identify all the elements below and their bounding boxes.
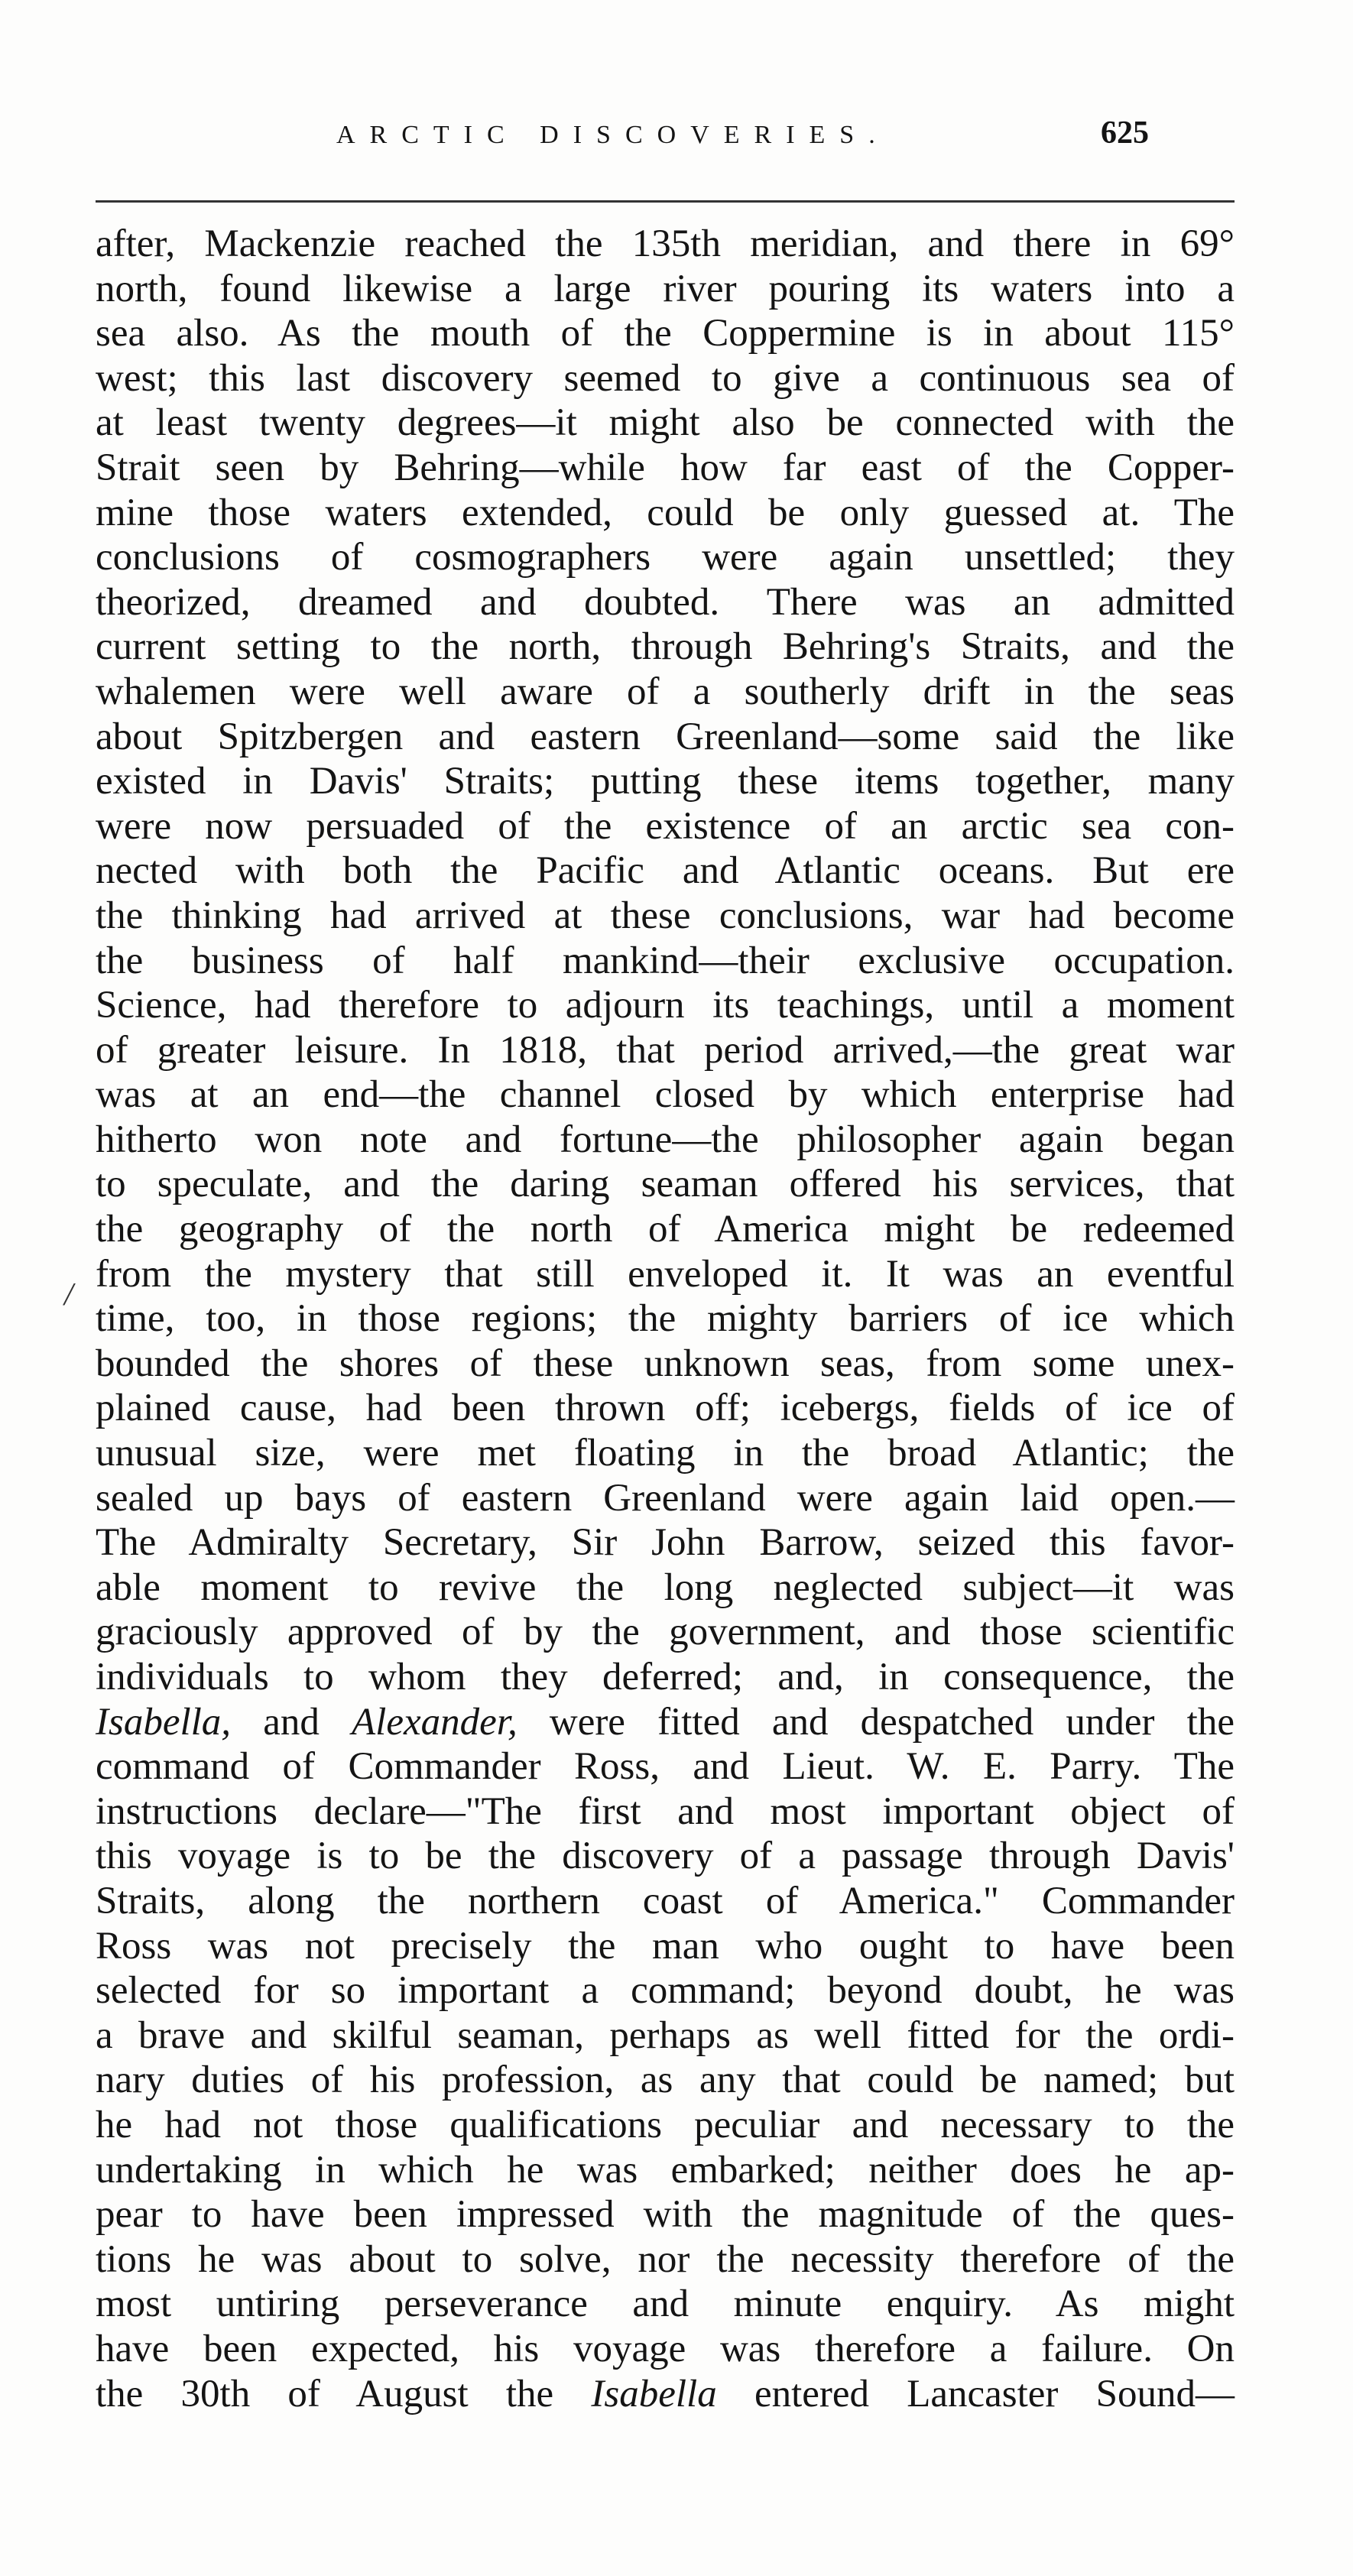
text-line: individuals to whom they deferred; and, in consequence, the <box>96 1656 1235 1698</box>
page-number: 625 <box>1101 115 1149 151</box>
text-line: instructions declare—"The first and most important object of <box>96 1789 1235 1833</box>
text-line: able moment to revive the long neglected subject—it was <box>96 1565 1235 1609</box>
text-line: he had not those qualifications peculiar and necessary to the <box>96 2103 1235 2146</box>
text-line: bounded the shores of these unknown seas, from some unex- <box>96 1342 1235 1385</box>
text-line: north, found likewise a large river pouring its waters into a <box>96 267 1235 310</box>
text-line: Straits, along the northern coast of America." Commander <box>96 1879 1235 1922</box>
text-line: plained cause, had been thrown off; icebergs, fields of ice of <box>96 1387 1235 1430</box>
text-line: tions he was about to solve, nor the necessity therefore of the <box>96 2237 1235 2281</box>
text-line: after, Mackenzie reached the 135th meridian, and there in 69° <box>96 222 1235 265</box>
text-line: pear to have been impressed with the magnitude of the ques- <box>96 2193 1235 2237</box>
text-line: theorized, dreamed and doubted. There was an admitted <box>96 580 1235 624</box>
margin-mark: / <box>64 1277 73 1312</box>
text-line: Science, had therefore to adjourn its teachings, until a moment <box>96 984 1235 1027</box>
text-line: this voyage is to be the discovery of a passage through Davis' <box>96 1835 1235 1878</box>
header-rule <box>96 200 1235 203</box>
text-line: sealed up bays of eastern Greenland were again laid open.— <box>96 1476 1235 1520</box>
running-head-title: ARCTIC DISCOVERIES. <box>336 121 890 149</box>
text-line: a brave and skilful seaman, perhaps as well fitted for the ordi- <box>96 2013 1235 2057</box>
text-line: hitherto won note and fortune—the philosopher again began <box>96 1118 1235 1161</box>
text-line: most untiring perseverance and minute enquiry. As might <box>96 2282 1235 2326</box>
text-line: time, too, in those regions; the mighty barriers of ice which <box>96 1297 1235 1341</box>
text-line: The Admiralty Secretary, Sir John Barrow, seized this favor- <box>96 1521 1235 1565</box>
text-line: whalemen were well aware of a southerly drift in the seas <box>96 670 1235 713</box>
text-line: undertaking in which he was embarked; neither does he ap- <box>96 2148 1235 2192</box>
text-line: conclusions of cosmographers were again unsettled; they <box>96 536 1235 579</box>
text-line: current setting to the north, through Behring's Straits, and the <box>96 625 1235 669</box>
text-line: Strait seen by Behring—while how far east of the Copper- <box>96 446 1235 489</box>
text-line: nary duties of his profession, as any that could be named; but <box>96 2059 1235 2102</box>
text-line: was at an end—the channel closed by which enterprise had <box>96 1073 1235 1117</box>
text-line: unusual size, were met floating in the broad Atlantic; the <box>96 1432 1235 1475</box>
text-line: the business of half mankind—their exclusive occupation. <box>96 939 1235 982</box>
text-line: from the mystery that still enveloped it. It was an eventful <box>96 1252 1235 1296</box>
text-line: the geography of the north of America might be redeemed <box>96 1208 1235 1251</box>
text-line: west; this last discovery seemed to give a continuous sea of <box>96 356 1235 400</box>
text-line: about Spitzbergen and eastern Greenland—some said the like <box>96 715 1235 758</box>
text-line: nected with both the Pacific and Atlantic oceans. But ere <box>96 849 1235 893</box>
text-line: Ross was not precisely the man who ought to have been <box>96 1924 1235 1968</box>
text-line: at least twenty degrees—it might also be connected with the <box>96 401 1235 445</box>
text-line: sea also. As the mouth of the Coppermine is in about 115° <box>96 312 1235 355</box>
text-line: have been expected, his voyage was therefore a failure. On <box>96 2327 1235 2370</box>
text-line: of greater leisure. In 1818, that period arrived,—the great war <box>96 1028 1235 1072</box>
text-line: selected for so important a command; beyond doubt, he was <box>96 1969 1235 2013</box>
text-line: the thinking had arrived at these conclusions, war had become <box>96 894 1235 937</box>
text-line: to speculate, and the daring seaman offered his services, that <box>96 1163 1235 1206</box>
text-line: mine those waters extended, could be only guessed at. The <box>96 491 1235 534</box>
text-line: graciously approved of by the government, and those scientific <box>96 1611 1235 1654</box>
text-line: the 30th of August the Isabella entered Lancaster Sound— <box>96 2372 1235 2415</box>
body-text <box>96 222 1235 2416</box>
text-line: command of Commander Ross, and Lieut. W. E. Parry. The <box>96 1745 1235 1789</box>
text-line: existed in Davis' Straits; putting these items together, many <box>96 760 1235 803</box>
text-line: were now persuaded of the existence of an arctic sea con- <box>96 804 1235 848</box>
text-line: Isabella, and Alexander, were fitted and despatched under the <box>96 1700 1235 1744</box>
